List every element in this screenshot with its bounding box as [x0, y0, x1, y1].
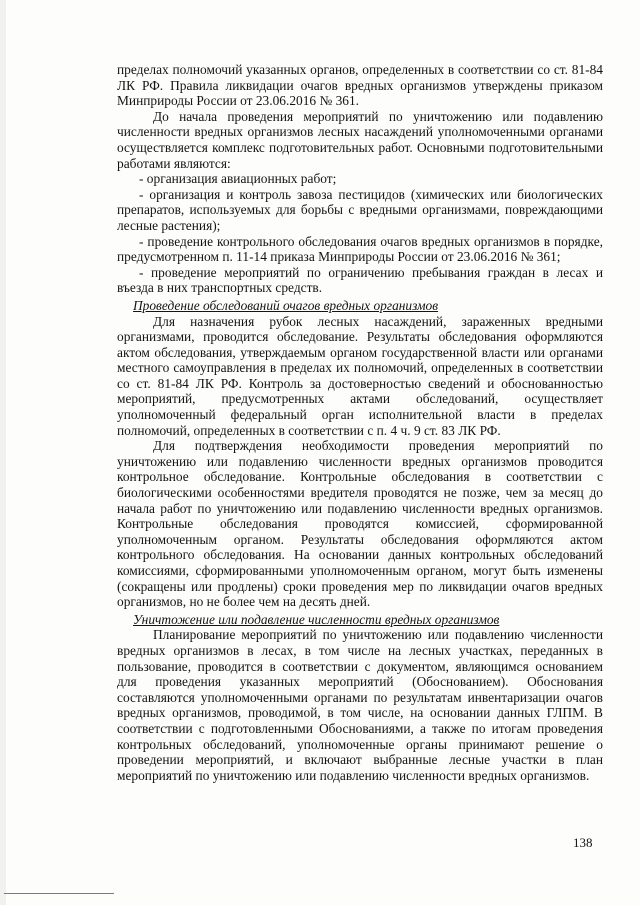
- section-heading-surveys: Проведение обследований очагов вредных организмов: [133, 297, 439, 313]
- section-heading-suppression: Уничтожение или подавление численности вредных организмов: [133, 611, 500, 627]
- page-number: 138: [573, 835, 593, 850]
- list-item-control-survey: - проведение контрольного обследования очагов вредных организмов в порядке, предусмотренном п. 11-14 приказа Минприроды России от 23.06.2016 № 361;: [117, 233, 603, 265]
- list-item-access-restriction: - проведение мероприятий по ограничению пребывания граждан в лесах и въезда в них транспортных средств.: [117, 264, 603, 296]
- paragraph-preparatory-works: До начала проведения мероприятий по уничтожению или подавлению численности вредных организмов лесных насаждений уполномоченными органами осуществляется комплекс подготовительных работ. Основными подготовительными работами являются:: [117, 108, 603, 171]
- list-item-pesticide-delivery: - организация и контроль завоза пестицидов (химических или биологических препаратов, используемых для борьбы с вредными организмами, повреждающими лесные растения);: [117, 186, 603, 233]
- paragraph-survey-act: Для назначения рубок лесных насаждений, зараженных вредными организмами, проводится обследование. Результаты обследования оформляются актом обследования, утверждаемым органом государственной власти или органами местного самоуправления в пределах их полномочий, определенных в соответствии со ст. 81-84 ЛК РФ. Контроль за достоверностью сведений и обоснованностью мероприятий, предусмотренных актами обследований, осуществляет уполномоченный федеральный орган исполнительной власти в пределах полномочий, определенных в соответствии с п. 4 ч. 9 ст. 83 ЛК РФ.: [117, 313, 603, 438]
- document-body: [117, 62, 603, 783]
- paragraph-planning: Планирование мероприятий по уничтожению или подавлению численности вредных организмов в лесах, в том числе на лесных участках, переданных в пользование, проводится в соответствии с документом, являющимся основанием для проведения указанных мероприятий (Обоснованием). Обоснования составляются уполномоченными органами по результатам инвентаризации очагов вредных организмов, проводимой, в том числе, на основании данных ГЛПМ. В соответствии с подготовленными Обоснованиями, а также по итогам проведения контрольных обследований, уполномоченные органы принимают решение о проведении мероприятий, и включают выбранные лесные участки в план мероприятий по уничтожению или подавлению численности вредных организмов.: [117, 627, 603, 783]
- footer-rule: [4, 893, 114, 894]
- paragraph-control-survey: Для подтверждения необходимости проведения мероприятий по уничтожению или подавлению численности вредных организмов проводится контрольное обследование. Контрольные обследования в соответствии с биологическими особенностями вредителя проводятся не позже, чем за месяц до начала работ по уничтожению или подавлению численности вредных организмов. Контрольные обследования проводятся комиссией, сформированной уполномоченным органом. Результаты обследования оформляются актом контрольного обследования. На основании данных контрольных обследований комиссиями, сформированными уполномоченным органом, могут быть изменены (сокращены или продлены) сроки проведения мер по ликвидации очагов вредных организмов, но не более чем на десять дней.: [117, 438, 603, 610]
- paragraph-continuation: пределах полномочий указанных органов, определенных в соответствии со ст. 81-84 ЛК РФ. Правила ликвидации очагов вредных организмов утверждены приказом Минприроды России от 23.06.2016 № 361.: [117, 62, 603, 109]
- scan-edge-shade: [0, 0, 6, 905]
- list-item-aviation-works: - организация авиационных работ;: [139, 171, 337, 187]
